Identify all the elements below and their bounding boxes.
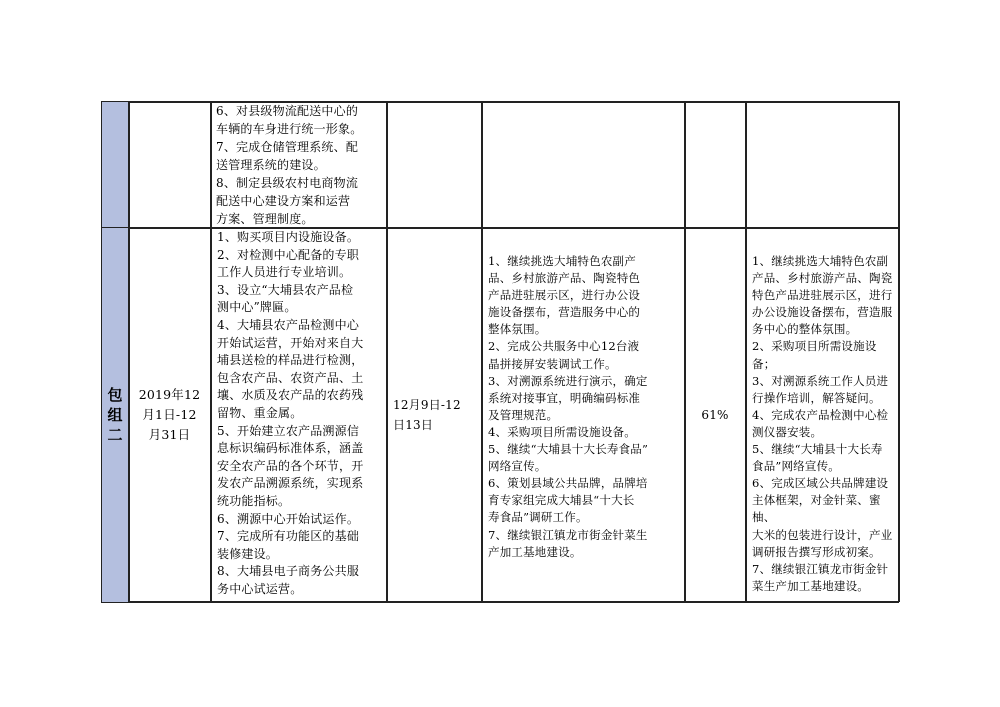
percent-cell (685, 228, 745, 601)
top-row-group-cell (102, 102, 128, 227)
col-border-2 (210, 101, 212, 602)
top-row-tasks: 6、对县级物流配送中心的 车辆的车身进行统一形象。 7、完成仓储管理系统、配 送管理系统的建设。 8、制定县级农村电商物流 配送中心建设方案和运营 方案、管理制度。 (216, 104, 363, 226)
col-border-4 (481, 101, 483, 602)
group-label: 包组 二 (102, 228, 128, 602)
week-text: 12月9日-12 日13日 (393, 397, 461, 432)
percent-value: 61% (701, 407, 729, 422)
next-plan-list: 1、继续挑选大埔特色农副 产品、乡村旅游产品、陶瓷 特色产品进驻展示区，进行 办公设施设备摆布，营造服 务中心的整体氛围。 2、采购项目所需设施设备； 3、对溯源系统工作人员进 行操作培训，解答疑问。 4、完成农产品检测中心检 测仪器安装。 5、继续“大埔县十大长寿 食品”网络宣传。 6、完成区域公共品牌建设 主体框架，对金针菜、蜜柚、 大米的包装进行设计，产业 调研报告撰写形成初案。 7、继续银江镇龙市街金针 菜生产加工基地建设。 (752, 254, 893, 593)
task-list: 1、购买项目内设施设备。 2、对检测中心配备的专职 工作人员进行专业培训。 3、设立“大埔县农产品检 测中心”牌匾。 4、大埔县农产品检测中心 开始试运营，开始对来自大 埔县送检的样品进行检测， 包含农产品、农资产品、土 壤、水质及农产品的农药残 留物、重金属。 5、开始建立农产品溯源信 息标识编码标准体系，涵盖 安全农产品的各个环节，开 发农产品溯源系统，实现系 统功能指标。 6、溯源中心开始试运作。 7、完成所有功能区的基础 装修建设。 8、大埔县电子商务公共服 务中心试运营。 (217, 230, 364, 596)
period-cell (129, 228, 210, 601)
col-border-7 (898, 101, 900, 602)
week-cell (387, 228, 481, 601)
progress-list: 1、继续挑选大埔特色农副产 品、乡村旅游产品、陶瓷特色 产品进驻展示区，进行办公设 施设备摆布，营造服务中心的 整体氛围。 2、完成公共服务中心12台液 晶拼接屏安装调试工作。 3、对溯源系统进行演示，确定 系统对接事宜，明确编码标准 及管理规范。 4、采购项目所需设施设备。 5、继续“大埔县十大长寿食品” 网络宣传。 6、策划县域公共品牌，品牌培 育专家组完成大埔县“十大长 寿食品”调研工作。 7、继续银江镇龙市街金针菜生 产加工基地建设。 (488, 254, 649, 559)
period-text: 2019年12 月1日-12 月31日 (138, 386, 201, 442)
col-border-6 (745, 101, 747, 602)
table-bottom-border (101, 601, 899, 603)
